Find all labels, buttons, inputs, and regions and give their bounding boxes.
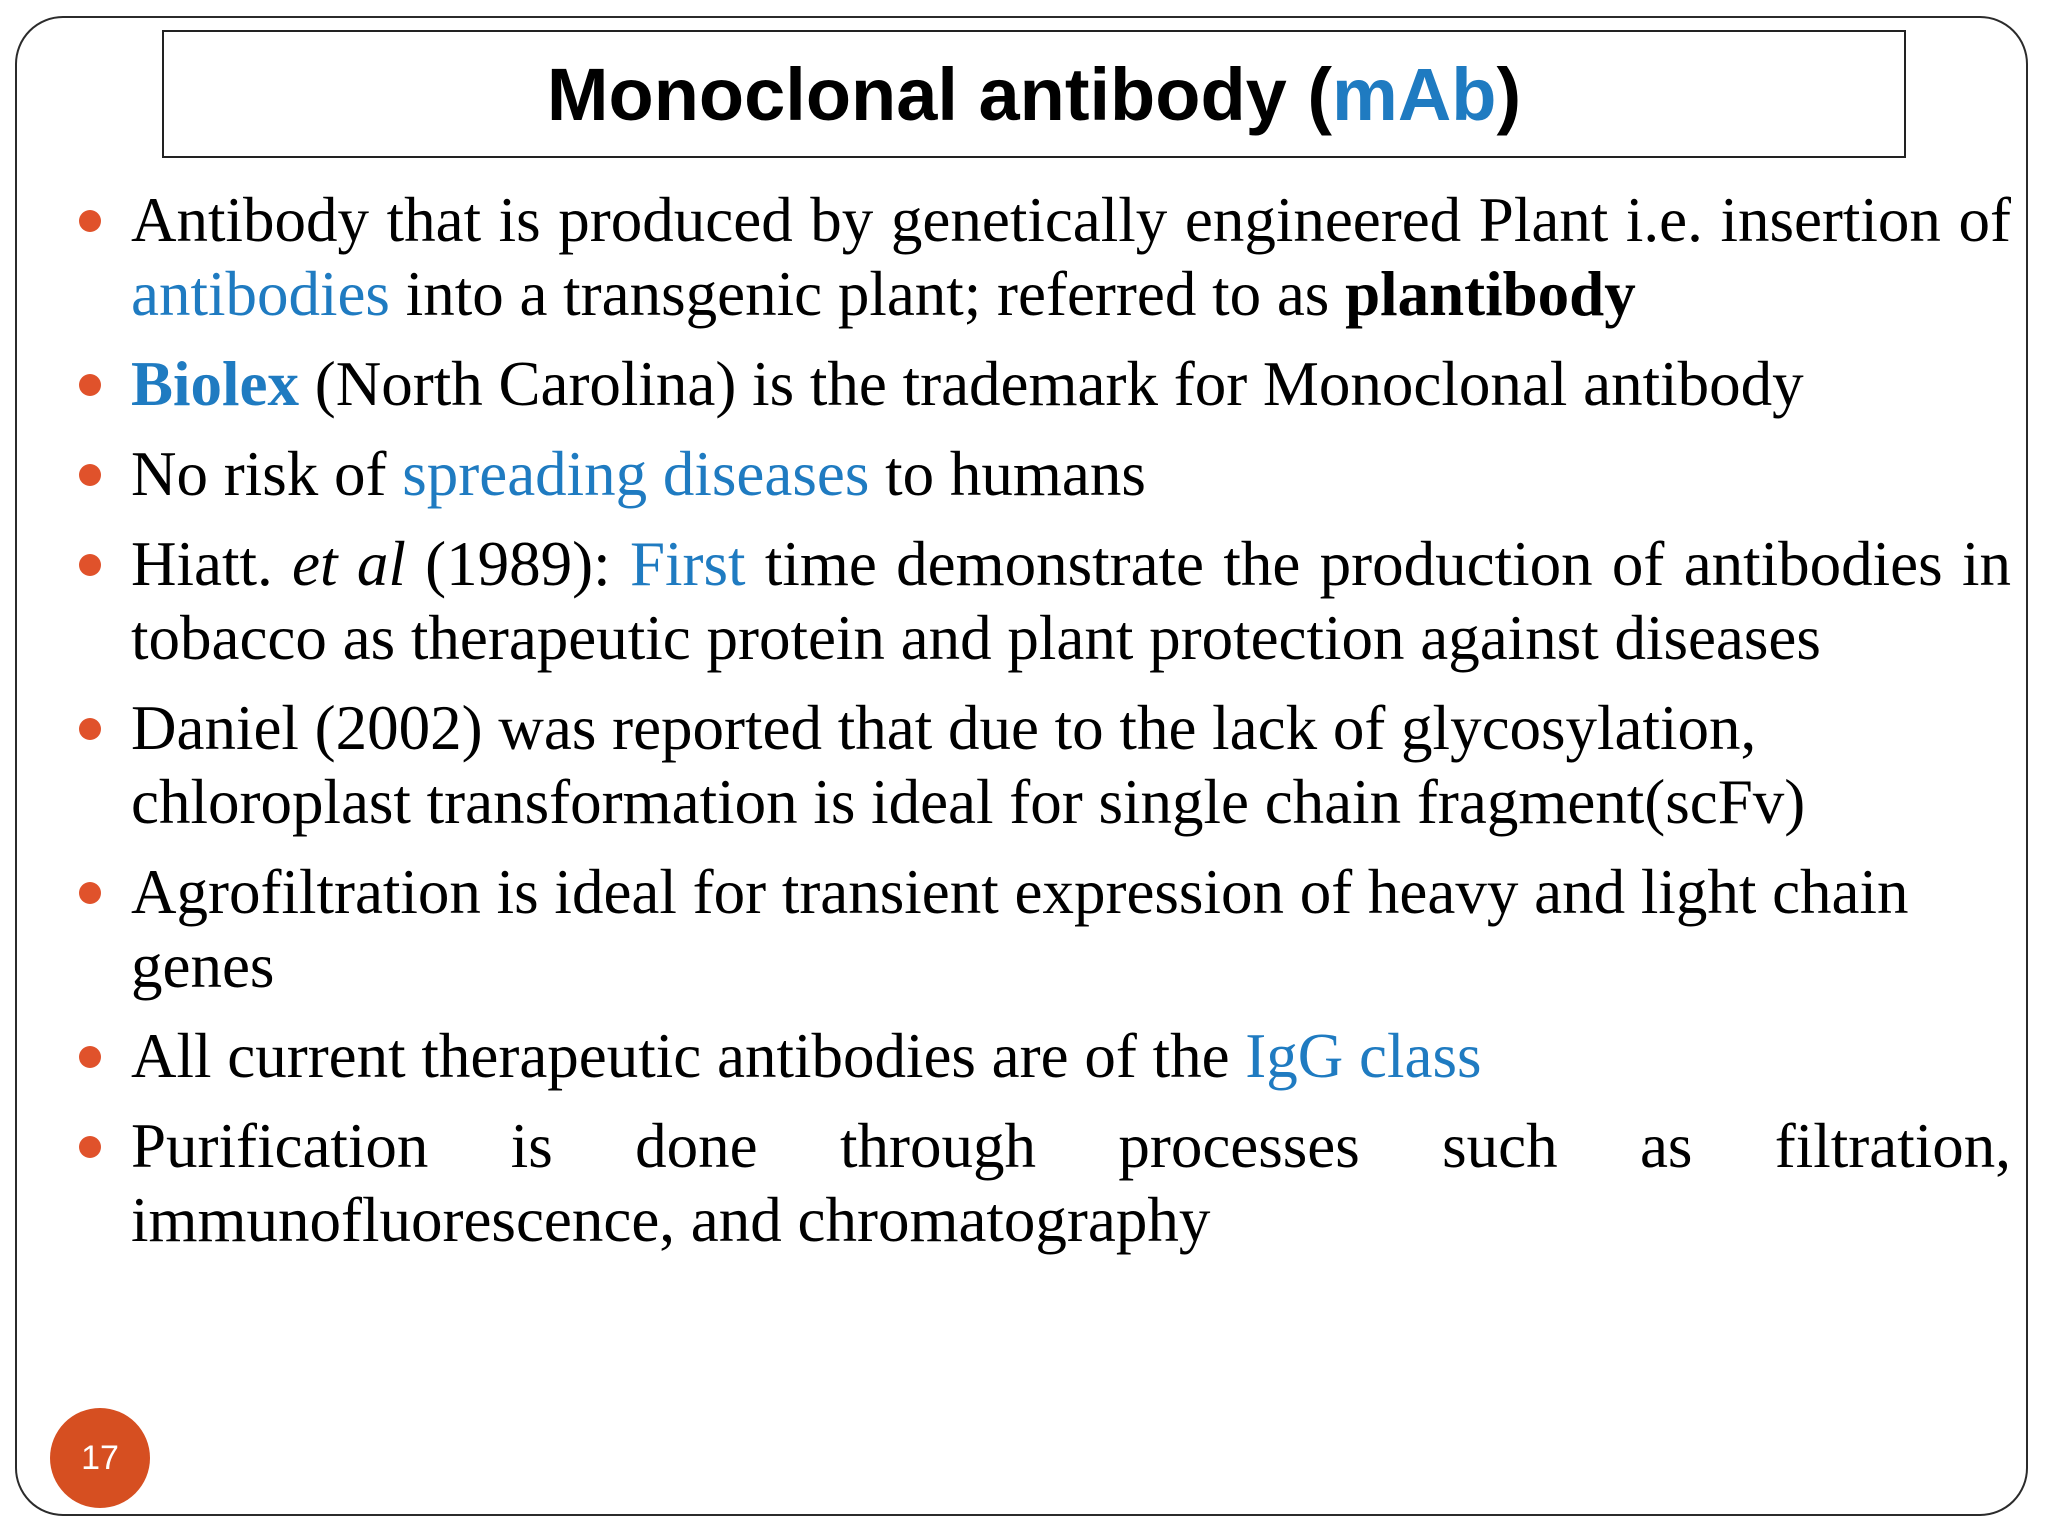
bullet-dot-icon (79, 210, 101, 232)
bullet-text: (North Carolina) is the trademark for Monoclonal antibody (299, 349, 1804, 419)
bullet-dot-icon (79, 718, 101, 740)
link-igg-class[interactable]: IgG class (1245, 1021, 1482, 1091)
bullet-text: Purification is done through processes such as filtration, immunofluorescence, and chromatography (131, 1111, 2011, 1255)
title-accent: mAb (1332, 52, 1497, 136)
bullet-text: Hiatt. (131, 529, 293, 599)
term-plantibody: plantibody (1345, 259, 1636, 329)
link-first[interactable]: First (629, 529, 746, 599)
bullet-text: All current therapeutic antibodies are of the (131, 1021, 1246, 1091)
link-biolex[interactable]: Biolex (131, 349, 299, 419)
bullet-text: time demonstrate the production of antibodies in tobacco as therapeutic protein and plant protection against diseases (131, 529, 2011, 673)
bullet-item-igg (131, 1019, 2011, 1093)
bullet-dot-icon (79, 374, 101, 396)
bullet-dot-icon (79, 1136, 101, 1158)
bullet-text: to humans (869, 439, 1146, 509)
bullet-dot-icon (79, 554, 101, 576)
title-close: ) (1496, 52, 1522, 136)
bullet-text: (1989): (405, 529, 630, 599)
bullet-item-plantibody (131, 183, 2011, 331)
bullet-dot-icon (79, 464, 101, 486)
bullet-item-daniel (131, 691, 2011, 839)
slide (15, 16, 2028, 1516)
bullet-text: Daniel (2002) was reported that due to the lack of glycosylation, chloroplast transformation is ideal for single chain fragment(scFv) (131, 693, 1806, 837)
link-antibodies[interactable]: antibodies (131, 259, 390, 329)
bullet-text: Agrofiltration is ideal for transient expression of heavy and light chain genes (131, 857, 1909, 1001)
bullet-dot-icon (79, 1046, 101, 1068)
title-text: Monoclonal antibody ( (546, 52, 1333, 136)
bullet-italic-et-al: et al (292, 529, 406, 599)
link-spreading-diseases[interactable]: spreading diseases (402, 439, 870, 509)
bullet-list (131, 183, 2011, 1273)
slide-title (162, 30, 1906, 158)
bullet-item-agrofiltration (131, 855, 2011, 1003)
bullet-item-hiatt (131, 527, 2011, 675)
bullet-item-biolex (131, 347, 2011, 421)
bullet-text: No risk of (131, 439, 403, 509)
bullet-item-no-risk (131, 437, 2011, 511)
bullet-item-purification (131, 1109, 2011, 1257)
page-number-badge: 17 (50, 1408, 150, 1508)
bullet-text: into a transgenic plant; referred to as (389, 259, 1346, 329)
bullet-text: Antibody that is produced by genetically engineered Plant i.e. insertion of (131, 185, 2011, 255)
bullet-dot-icon (79, 882, 101, 904)
